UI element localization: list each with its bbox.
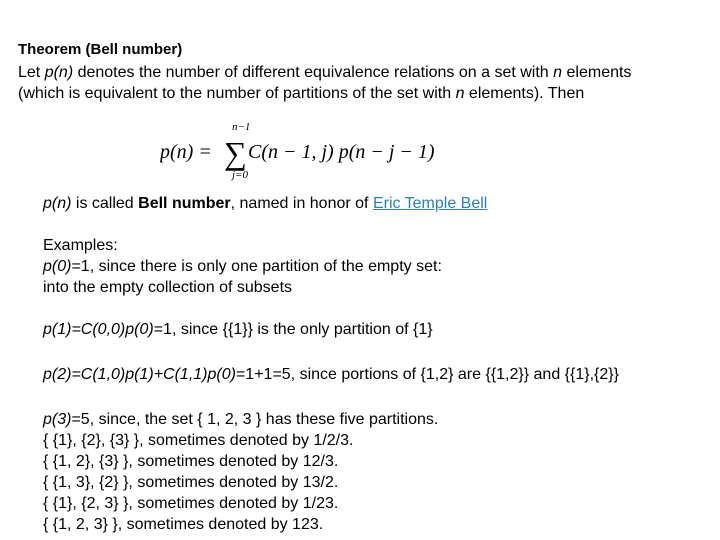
example-p3 [43, 409, 713, 535]
intro-line-1: Let p(n) denotes the number of different equivalence relations on a set with n elements [18, 64, 632, 81]
example-p0: p(0)=1, since there is only one partition of the empty set: [43, 258, 442, 275]
examples-intro [43, 235, 713, 298]
sum-lower-limit: j=0 [232, 169, 248, 181]
example-p1: p(1)=C(0,0)p(0)=1, since {{1}} is the only partition of {1} [43, 321, 433, 338]
bell-definition: p(n) is called Bell number, named in honor of Eric Temple Bell [43, 195, 488, 212]
partition-item: { {1, 3}, {2} }, sometimes denoted by 13/2. [43, 474, 339, 491]
theorem-title: Theorem (Bell number) [18, 41, 183, 58]
partition-item: { {1}, {2, 3} }, sometimes denoted by 1/23. [43, 495, 339, 512]
partition-item: { {1, 2, 3} }, sometimes denoted by 123. [43, 516, 324, 533]
example-p2: p(2)=C(1,0)p(1)+C(1,1)p(0)=1+1=5, since portions of {1,2} are {{1,2}} and {{1},{2}} [43, 366, 619, 383]
bell-formula [160, 120, 440, 182]
formula-lhs: p(n) = [160, 141, 212, 163]
example-p0-cont: into the empty collection of subsets [43, 279, 293, 296]
examples-heading: Examples: [43, 237, 118, 254]
partition-item: { {1}, {2}, {3} }, sometimes denoted by 1/2/3. [43, 432, 354, 449]
theorem-intro [18, 62, 718, 104]
intro-line-2: (which is equivalent to the number of partitions of the set with n elements). Then [18, 85, 585, 102]
sum-sign: ∑ [224, 135, 247, 171]
example-p3-line: p(3)=5, since, the set { 1, 2, 3 } has these five partitions. [43, 411, 439, 428]
formula-term: C(n − 1, j) p(n − j − 1) [248, 141, 435, 163]
sum-upper-limit: n−1 [232, 121, 251, 133]
partition-item: { {1, 2}, {3} }, sometimes denoted by 12/3. [43, 453, 339, 470]
eric-temple-bell-link[interactable]: Eric Temple Bell [372, 195, 488, 212]
